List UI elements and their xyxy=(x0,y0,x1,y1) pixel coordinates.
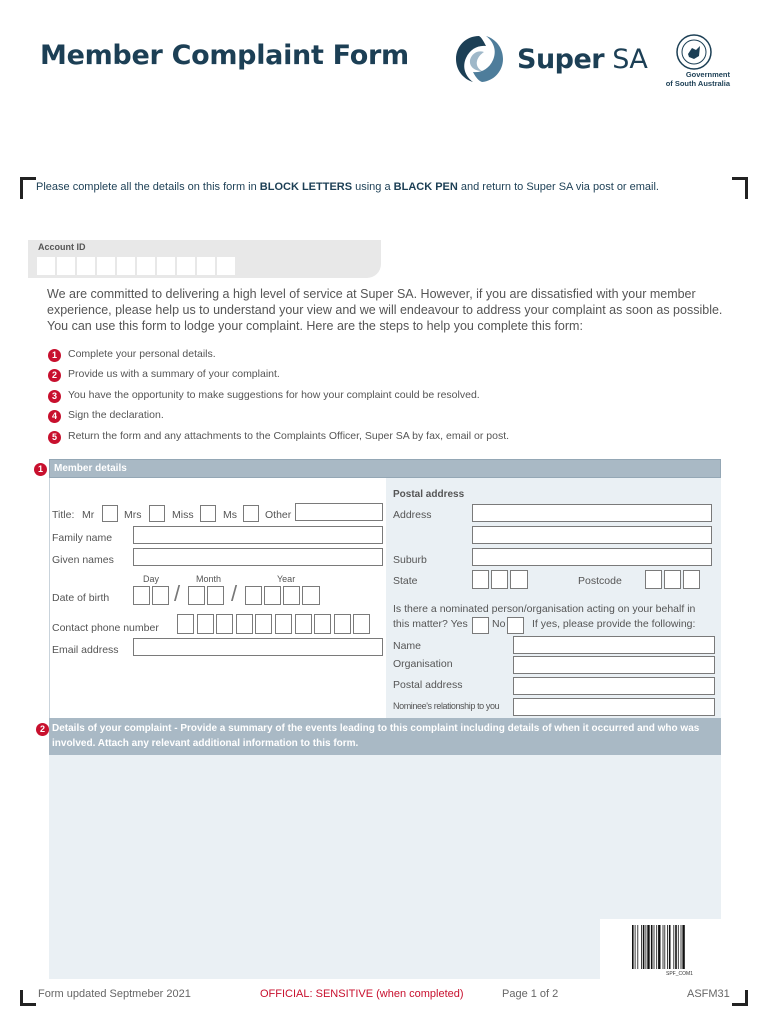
phone-digit-box[interactable] xyxy=(353,614,370,634)
title-other-label: Other xyxy=(265,509,292,521)
corner-mark-top-right xyxy=(732,177,748,199)
title-label: Title: xyxy=(52,509,75,521)
intro-text: We are committed to delivering a high level of service at Super SA. However, if you are dissatisfied with your member experience, please help us to understand your view and we will endeavour to address your complaint as soon as possible. You can use this form to lodge your complaint. Here are the steps to help you complete this form: xyxy=(47,287,723,333)
year-label: Year xyxy=(277,574,296,584)
government-crest-icon xyxy=(674,32,714,72)
member-details-title: Member details xyxy=(54,463,127,474)
step-text: Sign the declaration. xyxy=(68,409,164,421)
given-names-label: Given names xyxy=(52,554,114,566)
nominee-postal-label: Postal address xyxy=(393,679,463,691)
super-sa-wordmark: Super SA xyxy=(517,44,648,75)
nominated-yes-checkbox[interactable] xyxy=(472,617,489,634)
step-item xyxy=(48,409,164,423)
state-box[interactable] xyxy=(491,570,508,589)
postcode-box[interactable] xyxy=(683,570,700,589)
step-text: Provide us with a summary of your complaint. xyxy=(68,368,280,380)
family-name-label: Family name xyxy=(52,532,113,544)
corner-mark-top-left xyxy=(20,177,36,199)
dob-separator: / xyxy=(174,581,181,606)
government-label xyxy=(640,70,730,88)
step-number: 4 xyxy=(48,410,61,423)
suburb-input[interactable] xyxy=(472,548,712,566)
phone-digit-box[interactable] xyxy=(314,614,331,634)
phone-digit-box[interactable] xyxy=(334,614,351,634)
email-input[interactable] xyxy=(133,638,383,656)
dob-year-box[interactable] xyxy=(264,586,281,605)
account-id-digit-box[interactable] xyxy=(77,257,95,275)
account-id-digit-box[interactable] xyxy=(217,257,235,275)
barcode-icon xyxy=(630,925,706,975)
account-id-digit-box[interactable] xyxy=(197,257,215,275)
form-code: ASFM31 xyxy=(687,988,730,1000)
postcode-label: Postcode xyxy=(578,575,622,587)
step-item xyxy=(48,389,480,403)
given-names-input[interactable] xyxy=(133,548,383,566)
corner-mark-bottom-left xyxy=(20,990,36,1006)
address-line-2-input[interactable] xyxy=(472,526,712,544)
postal-address-heading: Postal address xyxy=(393,489,465,500)
step-item xyxy=(48,430,509,444)
suburb-label: Suburb xyxy=(393,554,427,566)
nominated-no-checkbox[interactable] xyxy=(507,617,524,634)
account-id-digit-box[interactable] xyxy=(97,257,115,275)
day-label: Day xyxy=(143,574,160,584)
organisation-input[interactable] xyxy=(513,656,715,674)
complaint-header xyxy=(49,718,721,755)
corner-mark-bottom-right xyxy=(732,990,748,1006)
title-ms-label: Ms xyxy=(223,509,237,521)
if-yes-label: If yes, please provide the following: xyxy=(532,618,696,630)
account-id-digit-box[interactable] xyxy=(57,257,75,275)
nominated-question: Is there a nominated person/organisation acting on your behalf in xyxy=(393,603,696,615)
form-updated-date: Form updated Septmeber 2021 xyxy=(38,988,191,1000)
title-ms-checkbox[interactable] xyxy=(243,505,259,522)
step-number: 1 xyxy=(48,349,61,362)
title-mr-label: Mr xyxy=(82,509,95,521)
title-miss-checkbox[interactable] xyxy=(200,505,216,522)
step-item xyxy=(48,368,280,382)
dob-separator: / xyxy=(231,581,238,606)
title-other-input[interactable] xyxy=(295,503,383,521)
account-id-digit-box[interactable] xyxy=(37,257,55,275)
postcode-box[interactable] xyxy=(645,570,662,589)
super-sa-logo-icon xyxy=(452,34,506,84)
dob-year-box[interactable] xyxy=(302,586,320,605)
dob-year-box[interactable] xyxy=(283,586,300,605)
relationship-input[interactable] xyxy=(513,698,715,716)
phone-digit-box[interactable] xyxy=(197,614,214,634)
nominated-yes-label: this matter? Yes xyxy=(393,618,468,630)
dob-day-box[interactable] xyxy=(133,586,150,605)
account-id-digit-box[interactable] xyxy=(157,257,175,275)
section-2-number: 2 xyxy=(36,723,49,736)
postcode-box[interactable] xyxy=(664,570,681,589)
account-id-digit-box[interactable] xyxy=(137,257,155,275)
phone-label: Contact phone number xyxy=(52,622,159,634)
page-number: Page 1 of 2 xyxy=(502,988,559,1000)
member-details-header xyxy=(49,459,721,478)
month-label: Month xyxy=(196,574,222,584)
email-label: Email address xyxy=(52,644,119,656)
account-id-label: Account ID xyxy=(38,242,86,252)
account-id-digit-box[interactable] xyxy=(117,257,135,275)
step-text: Complete your personal details. xyxy=(68,348,216,360)
page-title: Member Complaint Form xyxy=(40,40,409,71)
complaint-title: Details of your complaint - Provide a summary of the events leading to this complaint including details of when it occurred and who was involved. Attach any relevant additional information to this form. xyxy=(52,723,700,749)
step-text: Return the form and any attachments to the Complaints Officer, Super SA by fax, email or post. xyxy=(68,430,510,442)
dob-month-box[interactable] xyxy=(207,586,224,605)
address-label: Address xyxy=(393,509,432,521)
address-line-1-input[interactable] xyxy=(472,504,712,522)
phone-digit-box[interactable] xyxy=(236,614,253,634)
classification-label: OFFICIAL: SENSITIVE (when completed) xyxy=(260,988,464,1000)
step-text: You have the opportunity to make suggestions for how your complaint could be resolved. xyxy=(68,389,480,401)
dob-month-box[interactable] xyxy=(188,586,205,605)
phone-digit-box[interactable] xyxy=(216,614,233,634)
account-id-digit-box[interactable] xyxy=(177,257,195,275)
title-mrs-label: Mrs xyxy=(124,509,142,521)
gov-line-2: of South Australia xyxy=(665,79,730,88)
form-instruction: Please complete all the details on this form in BLOCK LETTERS using a BLACK PEN and return to Super SA via post or email. xyxy=(36,181,659,193)
title-mr-checkbox[interactable] xyxy=(102,505,118,522)
nominee-name-input[interactable] xyxy=(513,636,715,654)
phone-digit-box[interactable] xyxy=(255,614,272,634)
barcode-text: SPF_COM1 xyxy=(666,971,693,977)
dob-year-box[interactable] xyxy=(245,586,262,605)
state-label: State xyxy=(393,575,418,587)
step-number: 5 xyxy=(48,431,61,444)
family-name-input[interactable] xyxy=(133,526,383,544)
title-miss-label: Miss xyxy=(172,509,194,521)
nominee-postal-input[interactable] xyxy=(513,677,715,695)
state-box[interactable] xyxy=(472,570,489,589)
phone-digit-box[interactable] xyxy=(275,614,292,634)
organisation-label: Organisation xyxy=(393,658,453,670)
relationship-label: Nominee's relationship to you xyxy=(393,701,500,711)
complaint-text-area-lower[interactable] xyxy=(49,919,600,979)
nominee-name-label: Name xyxy=(393,640,422,652)
gov-line-1: Government xyxy=(685,70,730,79)
step-number: 3 xyxy=(48,390,61,403)
dob-label: Date of birth xyxy=(52,592,110,604)
phone-digit-box[interactable] xyxy=(177,614,194,634)
dob-day-box[interactable] xyxy=(152,586,169,605)
complaint-text-area[interactable] xyxy=(49,755,721,919)
title-mrs-checkbox[interactable] xyxy=(149,505,165,522)
state-box[interactable] xyxy=(510,570,528,589)
step-item xyxy=(48,348,216,362)
step-number: 2 xyxy=(48,369,61,382)
nominated-no-label: No xyxy=(492,618,506,630)
section-1-number: 1 xyxy=(34,463,47,476)
phone-digit-box[interactable] xyxy=(295,614,312,634)
